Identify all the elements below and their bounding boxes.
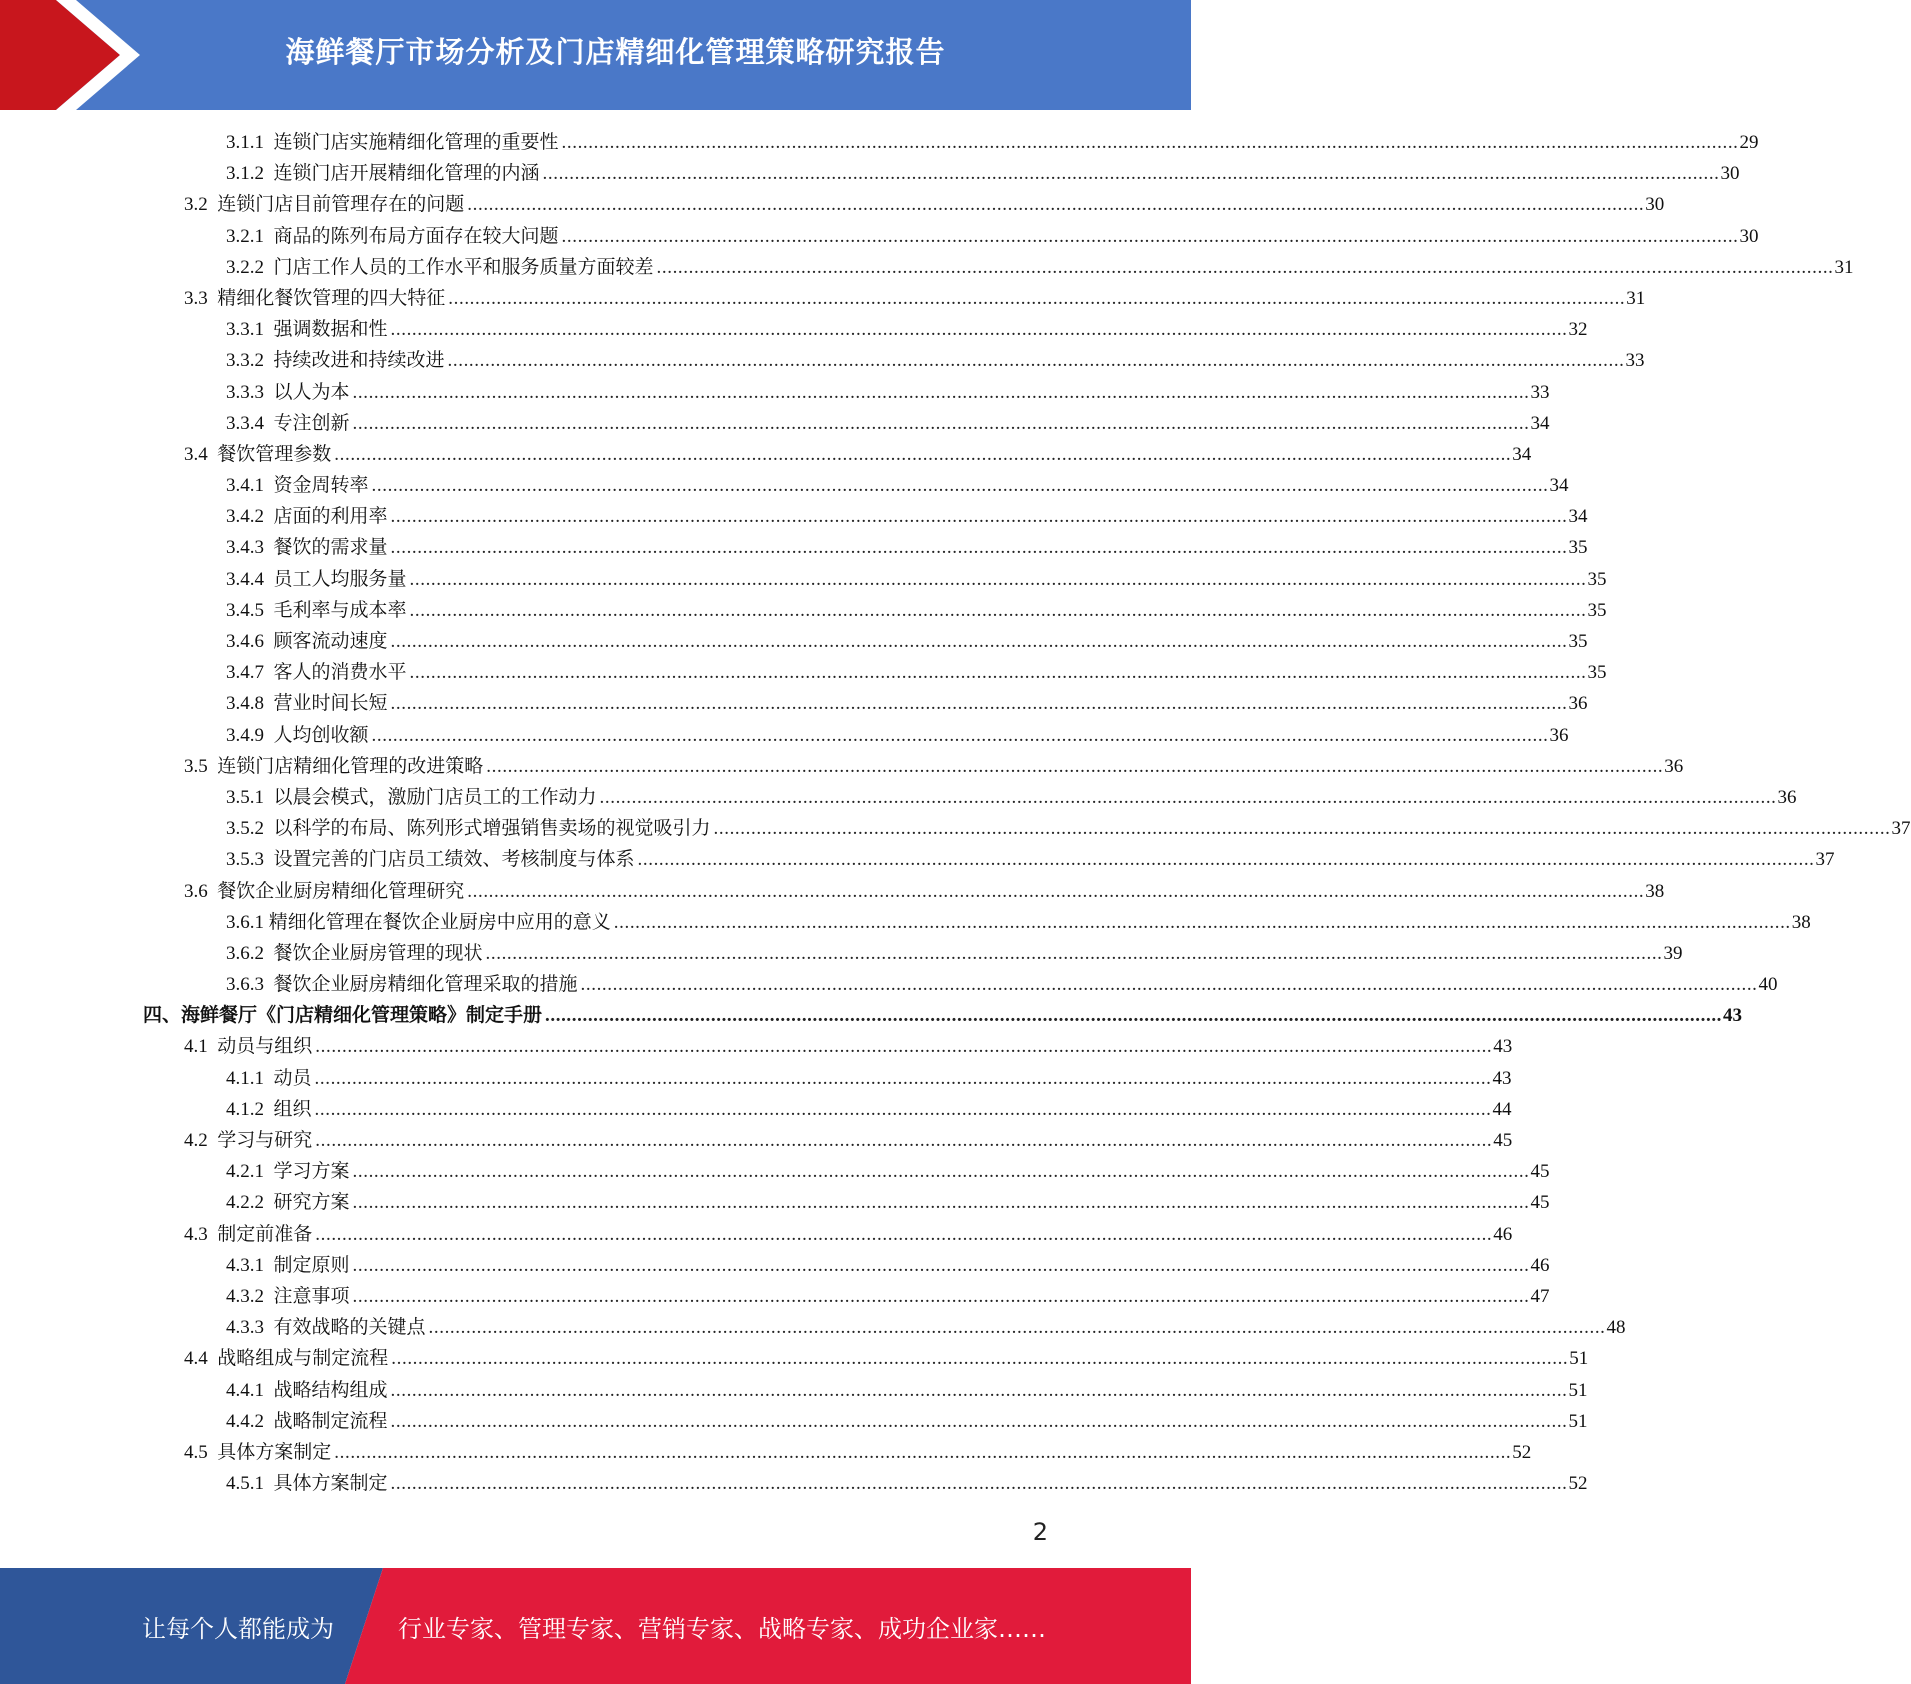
toc-entry-gap xyxy=(264,470,274,501)
toc-entry[interactable] xyxy=(0,1031,1513,1062)
toc-entry-number: 4.2.2 xyxy=(226,1192,264,1214)
toc-entry-page: 29 xyxy=(1739,132,1759,153)
toc-dot-leader: ............................................................................................................................................................................................................................ xyxy=(485,942,1663,964)
toc-entry-title: 制定原则 xyxy=(273,1254,350,1276)
toc-entry-number: 4.3.1 xyxy=(226,1254,264,1276)
toc-dot-leader: ............................................................................................................................................................................................................................ xyxy=(637,849,1815,871)
toc-entry-number: 4.3.2 xyxy=(226,1285,264,1307)
toc-entry-page: 32 xyxy=(1568,319,1588,341)
toc-entry-page: 37 xyxy=(1891,818,1911,840)
toc-entry[interactable] xyxy=(0,408,1550,439)
toc-entry-gap xyxy=(264,1094,274,1125)
toc-entry-page: 40 xyxy=(1758,974,1778,996)
toc-dot-leader: ............................................................................................................................................................................................................................ xyxy=(713,818,1891,840)
toc-dot-leader: ............................................................................................................................................................................................................................ xyxy=(545,1005,1723,1027)
toc-entry-title: 学习与研究 xyxy=(217,1130,313,1151)
toc-entry[interactable] xyxy=(0,938,1683,969)
toc-entry-title: 以科学的布局、陈列形式增强销售卖场的视觉吸引力 xyxy=(273,818,711,840)
toc-entry[interactable] xyxy=(0,1468,1588,1499)
toc-entry-number: 3.4.9 xyxy=(226,724,264,746)
toc-dot-leader: ............................................................................................................................................................................................................................ xyxy=(371,724,1549,746)
toc-entry-gap xyxy=(264,221,274,252)
toc-entry-title: 组织 xyxy=(273,1098,312,1120)
toc-entry-number: 4.3.3 xyxy=(226,1317,264,1339)
toc-dot-leader: ............................................................................................................................................................................................................................ xyxy=(391,1348,1569,1370)
toc-entry-gap xyxy=(264,532,274,563)
toc-entry-number: 4.2.1 xyxy=(226,1161,264,1183)
toc-entry[interactable] xyxy=(0,595,1607,626)
toc-entry-title: 餐饮企业厨房精细化管理采取的措施 xyxy=(273,974,578,996)
toc-entry-gap xyxy=(208,189,218,220)
toc-entry-page: 38 xyxy=(1791,911,1811,933)
toc-entry-page: 48 xyxy=(1606,1317,1626,1339)
toc-entry-title: 餐饮企业厨房管理的现状 xyxy=(273,942,483,964)
toc-entry-number: 四、 xyxy=(143,1005,182,1027)
toc-entry-gap xyxy=(264,501,274,532)
toc-entry-title: 设置完善的门店员工绩效、考核制度与体系 xyxy=(273,849,635,871)
toc-dot-leader: ............................................................................................................................................................................................................................ xyxy=(315,1130,1493,1151)
toc-entry-title: 门店工作人员的工作水平和服务质量方面较差 xyxy=(273,256,654,278)
toc-entry-gap xyxy=(208,876,218,907)
toc-entry[interactable] xyxy=(0,969,1778,1000)
toc-entry-title: 店面的利用率 xyxy=(273,506,388,528)
toc-entry-title: 客人的消费水平 xyxy=(273,662,407,684)
toc-entry-page: 45 xyxy=(1530,1192,1550,1214)
toc-dot-leader: ............................................................................................................................................................................................................................ xyxy=(486,755,1664,777)
toc-entry-number: 4.2 xyxy=(184,1130,208,1151)
toc-dot-leader: ............................................................................................................................................................................................................................ xyxy=(390,1410,1568,1432)
toc-entry-page: 35 xyxy=(1587,568,1607,590)
toc-entry-gap xyxy=(264,595,274,626)
toc-entry[interactable] xyxy=(0,688,1588,719)
toc-entry-page: 31 xyxy=(1626,287,1646,309)
toc-entry-title: 以晨会模式，激励门店员工的工作动力 xyxy=(273,786,597,808)
toc-dot-leader: ............................................................................................................................................................................................................................ xyxy=(352,1254,1530,1276)
toc-entry-page: 52 xyxy=(1568,1473,1588,1495)
toc-entry-number: 3.1.2 xyxy=(226,163,264,185)
toc-entry-page: 33 xyxy=(1625,350,1645,372)
toc-entry-page: 47 xyxy=(1530,1285,1550,1307)
toc-dot-leader: ............................................................................................................................................................................................................................ xyxy=(315,1036,1493,1058)
toc-entry-gap xyxy=(264,688,274,719)
toc-entry-title: 持续改进和持续改进 xyxy=(273,350,445,372)
toc-entry-page: 45 xyxy=(1530,1161,1550,1183)
toc-entry-page: 52 xyxy=(1512,1441,1532,1463)
toc-entry-title: 连锁门店精细化管理的改进策略 xyxy=(217,755,484,777)
toc-entry-title: 精细化管理在餐饮企业厨房中应用的意义 xyxy=(268,911,611,933)
toc-entry[interactable] xyxy=(0,1000,1743,1031)
toc-entry-title: 动员与组织 xyxy=(217,1036,313,1058)
toc-entry-number: 3.4.2 xyxy=(226,506,264,528)
toc-entry-title: 连锁门店开展精细化管理的内涵 xyxy=(273,163,540,185)
toc-dot-leader: ............................................................................................................................................................................................................................ xyxy=(390,693,1568,715)
toc-dot-leader: ............................................................................................................................................................................................................................ xyxy=(334,1441,1512,1463)
toc-dot-leader: ............................................................................................................................................................................................................................ xyxy=(314,1067,1492,1089)
toc-entry-page: 36 xyxy=(1777,786,1797,808)
toc-entry-page: 30 xyxy=(1720,163,1740,185)
toc-entry-gap xyxy=(264,1187,274,1218)
toc-dot-leader: ............................................................................................................................................................................................................................ xyxy=(390,319,1568,341)
toc-entry[interactable] xyxy=(0,189,1665,220)
toc-entry-number: 3.4 xyxy=(184,443,208,465)
toc-dot-leader: ............................................................................................................................................................................................................................ xyxy=(315,1223,1493,1245)
toc-entry-page: 30 xyxy=(1739,225,1759,247)
toc-dot-leader: ............................................................................................................................................................................................................................ xyxy=(580,974,1758,996)
toc-entry-title: 具体方案制定 xyxy=(273,1473,388,1495)
toc-entry-number: 3.5.1 xyxy=(226,786,264,808)
toc-entry-page: 36 xyxy=(1664,755,1684,777)
toc-entry-number: 4.1 xyxy=(184,1036,208,1058)
toc-entry-page: 35 xyxy=(1568,631,1588,652)
toc-entry-title: 商品的陈列布局方面存在较大问题 xyxy=(273,225,559,247)
toc-entry-gap xyxy=(264,626,274,657)
toc-dot-leader: ............................................................................................................................................................................................................................ xyxy=(352,1285,1530,1307)
footer-slogan-right: 行业专家、管理专家、营销专家、战略专家、成功企业家…… xyxy=(398,1614,1046,1643)
toc-entry-page: 43 xyxy=(1723,1005,1743,1027)
toc-entry-title: 海鲜餐厅《门店精细化管理策略》制定手册 xyxy=(181,1005,543,1027)
toc-entry-gap xyxy=(264,844,274,875)
toc-entry-page: 46 xyxy=(1493,1223,1513,1245)
toc-entry-number: 4.4.2 xyxy=(226,1410,264,1432)
toc-entry-number: 3.2.2 xyxy=(226,256,264,278)
toc-entry-number: 3.5.2 xyxy=(226,818,264,840)
footer-slogan-left: 让每个人都能成为 xyxy=(142,1614,334,1643)
toc-dot-leader: ............................................................................................................................................................................................................................ xyxy=(352,1161,1530,1183)
toc-entry[interactable] xyxy=(0,252,1854,283)
toc-entry[interactable] xyxy=(0,470,1569,501)
toc-entry-number: 3.3.3 xyxy=(226,381,264,403)
toc-entry-title: 强调数据和性 xyxy=(273,319,388,341)
document-title: 海鲜餐厅市场分析及门店精细化管理策略研究报告 xyxy=(285,34,946,69)
toc-entry-number: 3.3.2 xyxy=(226,350,264,372)
toc-entry[interactable] xyxy=(0,844,1835,875)
toc-entry-title: 连锁门店目前管理存在的问题 xyxy=(217,194,465,216)
toc-entry[interactable] xyxy=(0,813,1911,844)
toc-entry-title: 战略制定流程 xyxy=(273,1410,388,1432)
toc-entry-page: 35 xyxy=(1568,537,1588,559)
toc-entry-title: 精细化餐饮管理的四大特征 xyxy=(217,287,446,309)
toc-entry-title: 餐饮管理参数 xyxy=(217,443,332,465)
toc-entry-number: 3.1.1 xyxy=(226,132,264,153)
toc-dot-leader: ............................................................................................................................................................................................................................ xyxy=(467,880,1645,902)
toc-entry-number: 3.5.3 xyxy=(226,849,264,871)
toc-entry-title: 人均创收额 xyxy=(273,724,369,746)
toc-entry-gap xyxy=(264,938,274,969)
toc-dot-leader: ............................................................................................................................................................................................................................ xyxy=(599,786,1777,808)
toc-entry-gap xyxy=(264,1156,274,1187)
toc-entry-title: 战略组成与制定流程 xyxy=(217,1348,389,1370)
toc-entry-gap xyxy=(264,158,274,189)
toc-entry-title: 顾客流动速度 xyxy=(273,631,388,652)
toc-entry-page: 37 xyxy=(1815,849,1835,871)
toc-dot-leader: ............................................................................................................................................................................................................................ xyxy=(352,412,1530,434)
toc-dot-leader: ............................................................................................................................................................................................................................ xyxy=(561,225,1739,247)
toc-entry[interactable] xyxy=(0,1156,1550,1187)
toc-entry[interactable] xyxy=(0,314,1588,345)
toc-entry-gap xyxy=(208,1219,218,1250)
toc-entry-page: 39 xyxy=(1663,942,1683,964)
toc-entry-page: 51 xyxy=(1569,1348,1589,1370)
toc-entry-gap xyxy=(208,439,218,470)
toc-entry-number: 4.3 xyxy=(184,1223,208,1245)
toc-entry-gap xyxy=(264,408,274,439)
toc-entry-gap xyxy=(264,1406,274,1437)
toc-entry-number: 3.4.6 xyxy=(226,631,264,652)
toc-entry-gap xyxy=(264,1312,274,1343)
toc-entry-number: 3.4.5 xyxy=(226,599,264,621)
toc-dot-leader: ............................................................................................................................................................................................................................ xyxy=(409,568,1587,590)
toc-entry-page: 46 xyxy=(1530,1254,1550,1276)
toc-entry-gap xyxy=(264,969,274,1000)
toc-entry-number: 4.4 xyxy=(184,1348,208,1370)
toc-entry-number: 3.3.4 xyxy=(226,412,264,434)
toc-entry[interactable] xyxy=(0,1281,1550,1312)
toc-entry-gap xyxy=(264,377,274,408)
toc-entry-page: 36 xyxy=(1549,724,1569,746)
toc-entry[interactable] xyxy=(0,1312,1626,1343)
toc-entry-number: 3.6.2 xyxy=(226,942,264,964)
toc-entry-page: 51 xyxy=(1568,1410,1588,1432)
toc-dot-leader: ............................................................................................................................................................................................................................ xyxy=(409,599,1587,621)
toc-entry-number: 3.2 xyxy=(184,194,208,216)
toc-entry-gap xyxy=(208,1437,218,1468)
toc-entry-page: 30 xyxy=(1645,194,1665,216)
toc-entry-number: 3.6 xyxy=(184,880,208,902)
toc-entry-gap xyxy=(264,1375,274,1406)
toc-entry-gap xyxy=(264,657,274,688)
toc-entry-title: 餐饮企业厨房精细化管理研究 xyxy=(217,880,465,902)
toc-entry[interactable] xyxy=(0,1437,1532,1468)
toc-entry[interactable] xyxy=(0,1125,1513,1156)
toc-entry-gap xyxy=(264,345,274,376)
toc-entry-title: 营业时间长短 xyxy=(273,693,388,715)
toc-entry[interactable] xyxy=(0,1219,1513,1250)
toc-entry-page: 34 xyxy=(1530,412,1550,434)
toc-dot-leader: ............................................................................................................................................................................................................................ xyxy=(352,381,1530,403)
toc-entry[interactable] xyxy=(0,1063,1512,1094)
toc-entry-number: 4.4.1 xyxy=(226,1379,264,1401)
toc-entry-title: 员工人均服务量 xyxy=(273,568,407,590)
toc-entry-page: 38 xyxy=(1645,880,1665,902)
toc-entry-title: 研究方案 xyxy=(273,1192,350,1214)
toc-entry-number: 3.3 xyxy=(184,287,208,309)
toc-entry-gap xyxy=(264,813,274,844)
toc-dot-leader: ............................................................................................................................................................................................................................ xyxy=(447,350,1625,372)
toc-entry[interactable] xyxy=(0,439,1532,470)
toc-entry-title: 注意事项 xyxy=(273,1285,350,1307)
toc-dot-leader: ............................................................................................................................................................................................................................ xyxy=(352,1192,1530,1214)
toc-entry-title: 餐饮的需求量 xyxy=(273,537,388,559)
toc-entry-number: 3.2.1 xyxy=(226,225,264,247)
toc-entry[interactable] xyxy=(0,221,1759,252)
toc-entry-number: 3.6.3 xyxy=(226,974,264,996)
toc-dot-leader: ............................................................................................................................................................................................................................ xyxy=(561,132,1739,153)
toc-entry-title: 学习方案 xyxy=(273,1161,350,1183)
toc-entry-gap xyxy=(264,1063,274,1094)
page-number: 2 xyxy=(1032,1518,1048,1546)
toc-entry[interactable] xyxy=(0,657,1607,688)
toc-entry[interactable] xyxy=(0,501,1588,532)
toc-entry-gap xyxy=(208,1343,218,1374)
toc-entry[interactable] xyxy=(0,1406,1588,1437)
toc-entry-gap xyxy=(208,1125,218,1156)
toc-entry[interactable] xyxy=(0,907,1811,938)
toc-entry-title: 专注创新 xyxy=(273,412,350,434)
toc-dot-leader: ............................................................................................................................................................................................................................ xyxy=(314,1098,1492,1120)
toc-dot-leader: ............................................................................................................................................................................................................................ xyxy=(656,256,1834,278)
toc-entry-number: 3.4.1 xyxy=(226,475,264,497)
toc-entry-gap xyxy=(208,751,218,782)
toc-entry-page: 35 xyxy=(1587,599,1607,621)
toc-entry-gap xyxy=(264,1468,274,1499)
toc-entry[interactable] xyxy=(0,626,1588,657)
toc-entry-number: 4.1.2 xyxy=(226,1098,264,1120)
toc-entry-number: 3.4.4 xyxy=(226,568,264,590)
toc-entry-number: 4.5 xyxy=(184,1441,208,1463)
toc-dot-leader: ............................................................................................................................................................................................................................ xyxy=(390,506,1568,528)
toc-dot-leader: ............................................................................................................................................................................................................................ xyxy=(613,911,1791,933)
toc-entry-page: 31 xyxy=(1834,256,1854,278)
toc-entry-gap xyxy=(264,314,274,345)
toc-entry-gap xyxy=(264,1250,274,1281)
toc-entry-title: 连锁门店实施精细化管理的重要性 xyxy=(273,132,559,153)
toc-entry[interactable] xyxy=(0,1094,1512,1125)
toc-entry-number: 3.6.1 xyxy=(226,911,264,933)
toc-entry[interactable] xyxy=(0,532,1588,563)
toc-entry-gap xyxy=(264,252,274,283)
toc-entry[interactable] xyxy=(0,345,1645,376)
toc-entry[interactable] xyxy=(0,377,1550,408)
toc-entry-page: 35 xyxy=(1587,662,1607,684)
table-of-contents xyxy=(0,127,1911,1499)
toc-entry[interactable] xyxy=(0,876,1665,907)
toc-entry-title: 资金周转率 xyxy=(273,475,369,497)
toc-dot-leader: ............................................................................................................................................................................................................................ xyxy=(448,287,1626,309)
toc-dot-leader: ............................................................................................................................................................................................................................ xyxy=(390,1473,1568,1495)
toc-entry-title: 具体方案制定 xyxy=(217,1441,332,1463)
toc-entry-number: 3.4.8 xyxy=(226,693,264,715)
toc-entry-number: 4.5.1 xyxy=(226,1473,264,1495)
toc-dot-leader: ............................................................................................................................................................................................................................ xyxy=(409,662,1587,684)
toc-entry[interactable] xyxy=(0,1343,1589,1374)
toc-entry[interactable] xyxy=(0,1187,1550,1218)
toc-entry-page: 34 xyxy=(1549,475,1569,497)
toc-entry-title: 有效战略的关键点 xyxy=(273,1317,426,1339)
toc-entry-page: 36 xyxy=(1568,693,1588,715)
toc-dot-leader: ............................................................................................................................................................................................................................ xyxy=(467,194,1645,216)
toc-dot-leader: ............................................................................................................................................................................................................................ xyxy=(390,1379,1568,1401)
toc-entry-page: 34 xyxy=(1512,443,1532,465)
toc-entry-title: 以人为本 xyxy=(273,381,350,403)
toc-entry-title: 毛利率与成本率 xyxy=(273,599,407,621)
toc-entry-gap xyxy=(264,564,274,595)
toc-entry-page: 33 xyxy=(1530,381,1550,403)
toc-entry-number: 3.3.1 xyxy=(226,319,264,341)
page-footer xyxy=(0,1568,1191,1684)
toc-entry[interactable] xyxy=(0,1250,1550,1281)
toc-entry[interactable] xyxy=(0,564,1607,595)
toc-entry-title: 制定前准备 xyxy=(217,1223,313,1245)
toc-entry-page: 51 xyxy=(1568,1379,1588,1401)
toc-entry-gap xyxy=(208,1031,218,1062)
toc-entry-page: 43 xyxy=(1493,1036,1513,1058)
toc-entry-number: 4.1.1 xyxy=(226,1067,264,1089)
toc-entry-page: 43 xyxy=(1492,1067,1512,1089)
toc-entry-page: 45 xyxy=(1493,1130,1513,1151)
toc-entry-title: 战略结构组成 xyxy=(273,1379,388,1401)
toc-entry-number: 3.4.3 xyxy=(226,537,264,559)
toc-entry[interactable] xyxy=(0,751,1684,782)
toc-entry-page: 44 xyxy=(1492,1098,1512,1120)
toc-dot-leader: ............................................................................................................................................................................................................................ xyxy=(390,537,1568,559)
toc-entry[interactable] xyxy=(0,127,1759,158)
toc-entry[interactable] xyxy=(0,1375,1588,1406)
toc-dot-leader: ............................................................................................................................................................................................................................ xyxy=(542,163,1720,185)
toc-dot-leader: ............................................................................................................................................................................................................................ xyxy=(334,443,1512,465)
toc-entry-number: 3.4.7 xyxy=(226,662,264,684)
toc-entry-gap xyxy=(264,1281,274,1312)
toc-entry[interactable] xyxy=(0,283,1646,314)
toc-entry-page: 34 xyxy=(1568,506,1588,528)
toc-dot-leader: ............................................................................................................................................................................................................................ xyxy=(371,475,1549,497)
toc-entry-gap xyxy=(264,127,274,158)
toc-entry[interactable] xyxy=(0,782,1797,813)
page-header xyxy=(0,0,1191,110)
toc-entry-title: 动员 xyxy=(273,1067,312,1089)
toc-dot-leader: ............................................................................................................................................................................................................................ xyxy=(428,1317,1606,1339)
toc-entry-gap xyxy=(264,782,274,813)
toc-entry-gap xyxy=(208,283,218,314)
toc-entry[interactable] xyxy=(0,720,1569,751)
toc-entry-gap xyxy=(264,720,274,751)
toc-dot-leader: ............................................................................................................................................................................................................................ xyxy=(390,631,1568,652)
toc-entry-number: 3.5 xyxy=(184,755,208,777)
toc-entry[interactable] xyxy=(0,158,1740,189)
